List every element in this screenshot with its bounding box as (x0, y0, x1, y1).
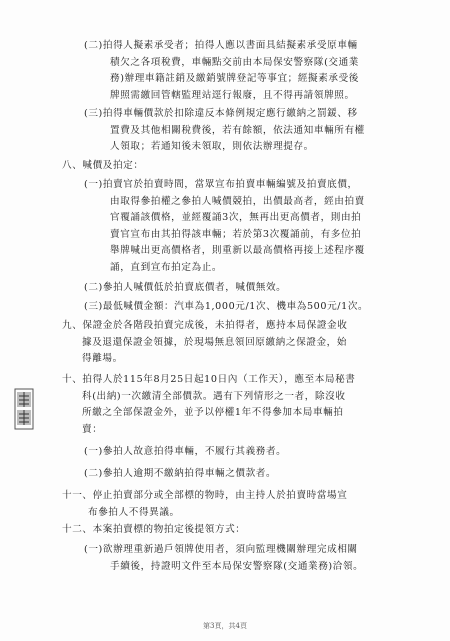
text-line: 賣官宣布由其拍得該車輛；若於第3次覆誦前，有多位拍 (110, 228, 362, 240)
text-line: (二)參拍人喊價低於拍賣底價者，喊價無效。 (84, 282, 287, 293)
text-line: (二)拍得人擬素承受者；拍得人應以書面具結擬素承受原車輛 (84, 40, 358, 51)
text-line: 務)辦理車籍註銷及繳銷號牌登記等事宜；經擬素承受後 (110, 73, 359, 84)
text-line: 據及退還保證金領據，於現場無息領回原繳納之保證金，始 (82, 336, 348, 348)
section-11 (62, 488, 347, 521)
text-line: 九、保證金於各階段拍賣完成後，未拍得者，應持本局保證金收 (62, 320, 348, 331)
section-9 (62, 318, 347, 368)
text-line: (二)參拍人逾期不繳納拍得車輛之價款者。 (84, 468, 277, 479)
text-line: 置費及其他相關稅費後，若有餘額，依法通知車輛所有權 (110, 124, 365, 136)
clause-8-1 (84, 177, 365, 276)
text-line: 八、喊價及拍定： (62, 160, 144, 171)
text-line: 人領取；若通知後未領取，則依法辦理提存。 (110, 141, 314, 152)
text-line: 舉牌喊出更高價格者，則重新以最高價格再接上述程序覆 (110, 245, 365, 256)
text-line: 布參拍人不得異議。 (88, 506, 180, 518)
clause-7-3 (84, 106, 365, 156)
text-line: 誦，直到宣布拍定為止。 (110, 261, 223, 273)
text-line: 手續後，持證明文件至本局保安警察隊(交通業務)洽領。 (110, 560, 364, 572)
text-line: (三)最低喊價金額：汽車為1,000元/1次、機車為500元/1次。 (84, 301, 369, 312)
text-line: 十二、本案拍賣標的物拍定後提領方式： (62, 524, 246, 535)
text-line: (一)參拍人故意拍得車輛，不履行其義務者。 (84, 446, 287, 457)
section-8-heading (62, 158, 144, 175)
text-line: (一)欲辦理重新過戶領牌使用者，須向監理機關辦理完成相關 (84, 544, 358, 555)
text-line: 牌照需繳回管轄監理站逕行報廢，且不得再請領牌照。 (110, 89, 355, 101)
section-12-heading (62, 522, 246, 539)
clause-8-2 (84, 280, 286, 297)
text-line: 十、拍得人於115年8月25日起10日內（工作天），應至本局秘書 (62, 374, 356, 385)
text-line: 官覆誦該價格，並經覆誦3次，無再出更高價者，則由拍 (110, 212, 362, 223)
text-line: (一)拍賣官於拍賣時間，當眾宣布拍賣車輛編號及拍賣底價， (84, 179, 358, 190)
page-footer: 第3頁，共4頁 (203, 622, 247, 630)
clause-7-2 (84, 38, 359, 104)
section-10 (62, 372, 355, 438)
text-line: 由取得參拍權之參拍人喊價競拍，出價最高者，經由拍賣 (110, 195, 365, 207)
text-line: 所繳之全部保證金外，並予以停權1年不得參加本局車輛拍 (82, 407, 344, 418)
clause-10-1 (84, 444, 286, 461)
clause-12-1 (84, 542, 363, 575)
text-line: 得離場。 (82, 353, 123, 364)
clause-10-2 (84, 466, 276, 483)
seam-seal-stamp (14, 388, 34, 430)
text-line: 十一、停止拍賣部分或全部標的物時，由主持人於拍賣時當場宣 (62, 490, 348, 501)
text-line: (三)拍得車輛價款於扣除違反本條例規定應行繳納之罰鍰、移 (84, 108, 358, 119)
text-line: 科(出納)一次繳清全部價款。遇有下列情形之一者，除沒收 (82, 390, 346, 402)
text-line: 賣： (82, 423, 103, 435)
clause-8-3 (84, 299, 368, 316)
text-line: 積欠之各項稅費，車輛點交前由本局保安警察隊(交通業 (110, 56, 359, 68)
